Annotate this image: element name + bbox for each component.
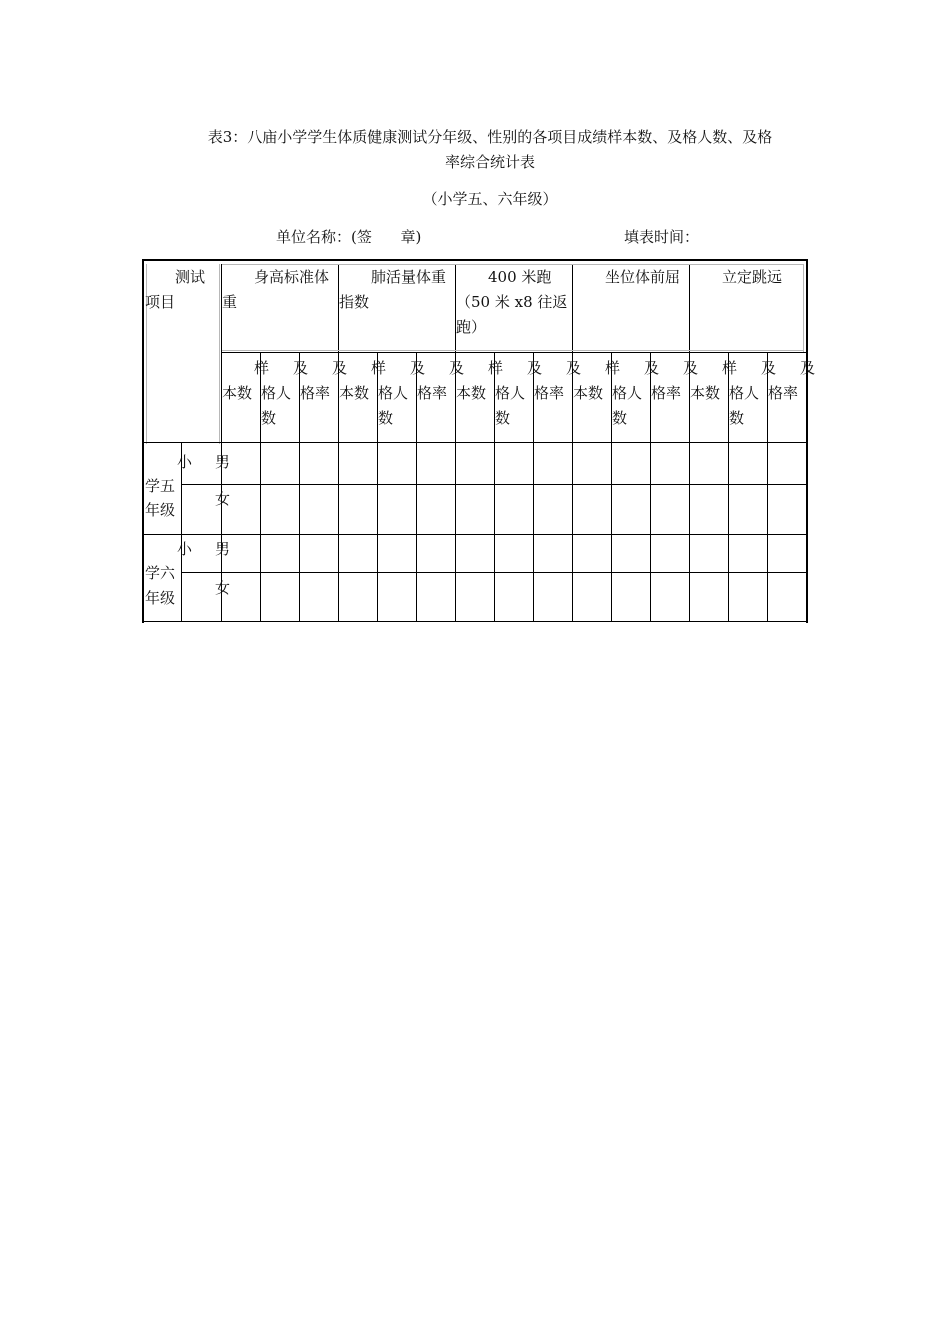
grade-label-part: 小 — [177, 453, 193, 471]
item-line: 立定跳远 — [722, 268, 783, 286]
subheader-line: 及 — [761, 359, 777, 377]
grade-label-part: 年级 — [145, 589, 176, 607]
subheader-line: 数 — [378, 409, 394, 427]
subheader-pass-count — [612, 356, 660, 431]
header-box-bottom — [222, 350, 804, 351]
subheader-pass-count — [495, 356, 543, 431]
subheader-line: 格人 — [378, 384, 409, 402]
subheader-line: 样 — [605, 359, 621, 377]
item-header-standing-long-jump — [690, 265, 806, 290]
subheader-pass-rate — [534, 356, 582, 406]
unit-name-label: 单位名称：(签 章) — [276, 228, 422, 246]
document-subtitle: （小学五、六年级） — [422, 190, 558, 208]
subheader-line: 样 — [488, 359, 504, 377]
subheader-line: 及 — [644, 359, 660, 377]
title-line-1: 表3：八庙小学学生体质健康测试分年级、性别的各项目成绩样本数、及格人数、及格 — [207, 128, 773, 146]
corner-header — [145, 265, 219, 315]
grade-label-part: 小 — [177, 540, 193, 558]
subheader-sample-count — [573, 356, 621, 406]
subheader-pass-rate — [417, 356, 465, 406]
subheader-line: 及 — [293, 359, 309, 377]
subheader-line: 本数 — [573, 384, 604, 402]
subheader-line: 数 — [612, 409, 628, 427]
title-line-2: 率综合统计表 — [444, 153, 535, 171]
item-line: 指数 — [339, 293, 370, 311]
gender-label-male: 男 — [215, 540, 231, 558]
subheader-line: 及 — [332, 359, 348, 377]
gender-label-female: 女 — [215, 579, 231, 597]
subheader-line: 及 — [527, 359, 543, 377]
subheader-line: 格人 — [612, 384, 643, 402]
subheader-line: 及 — [800, 359, 816, 377]
subheader-sample-count — [456, 356, 504, 406]
subheader-sample-count — [690, 356, 738, 406]
subheader-line: 数 — [261, 409, 277, 427]
grade-label-part: 学六 — [145, 564, 176, 582]
item-header-height-weight — [222, 265, 338, 315]
subheader-pass-rate — [768, 356, 816, 406]
subheader-pass-rate — [651, 356, 699, 406]
subheader-line: 格率 — [300, 384, 331, 402]
subheader-line: 本数 — [339, 384, 370, 402]
item-line: （50 米 x8 往返 — [456, 293, 568, 311]
item-line: 400 米跑 — [488, 268, 552, 286]
subheader-line: 本数 — [456, 384, 487, 402]
subheader-line: 及 — [683, 359, 699, 377]
subheader-line: 本数 — [222, 384, 253, 402]
subheader-line: 格率 — [417, 384, 448, 402]
subheader-line: 格率 — [534, 384, 565, 402]
item-header-400m — [456, 265, 572, 340]
table-border-right — [806, 259, 808, 623]
corner-line-2: 项目 — [145, 293, 176, 311]
row-line-grade-divider — [144, 534, 806, 535]
item-line: 坐位体前屈 — [605, 268, 681, 286]
item-header-sit-and-reach — [573, 265, 689, 290]
subheader-line: 样 — [722, 359, 738, 377]
gender-label-female: 女 — [215, 490, 231, 508]
table-border-left — [142, 259, 144, 623]
fill-time-label: 填表时间： — [624, 228, 700, 246]
subheader-line: 及 — [449, 359, 465, 377]
subheader-pass-count — [261, 356, 309, 431]
item-line: 肺活量体重 — [371, 268, 447, 286]
grade-label-part: 年级 — [145, 501, 176, 519]
subheader-pass-count — [378, 356, 426, 431]
subheader-line: 格率 — [651, 384, 682, 402]
subheader-sample-count — [222, 356, 270, 406]
subheader-line: 数 — [729, 409, 745, 427]
subheader-line: 及 — [566, 359, 582, 377]
row-line — [182, 572, 806, 573]
header-box-inner — [219, 264, 220, 444]
grade-label-part: 学五 — [145, 477, 176, 495]
item-line: 身高标准体 — [254, 268, 330, 286]
row-line — [182, 484, 806, 485]
subheader-line: 及 — [410, 359, 426, 377]
item-line: 跑） — [456, 318, 487, 336]
subheader-pass-count — [729, 356, 777, 431]
subheader-line: 本数 — [690, 384, 721, 402]
subheader-line: 样 — [371, 359, 387, 377]
subheader-line: 数 — [495, 409, 511, 427]
table-border-bottom — [142, 621, 808, 622]
row-line-header-bottom — [144, 442, 806, 443]
subheader-sample-count — [339, 356, 387, 406]
subheader-line: 格人 — [729, 384, 760, 402]
gender-label-male: 男 — [215, 453, 231, 471]
subheader-line: 格人 — [495, 384, 526, 402]
header-row-divider — [222, 352, 806, 353]
subheader-pass-rate — [300, 356, 348, 406]
table-border-top — [142, 259, 808, 261]
subheader-line: 样 — [254, 359, 270, 377]
subheader-line: 格率 — [768, 384, 799, 402]
subheader-line: 格人 — [261, 384, 292, 402]
item-line: 重 — [222, 293, 238, 311]
corner-line-1: 测试 — [175, 268, 206, 286]
item-header-vital-capacity — [339, 265, 455, 315]
